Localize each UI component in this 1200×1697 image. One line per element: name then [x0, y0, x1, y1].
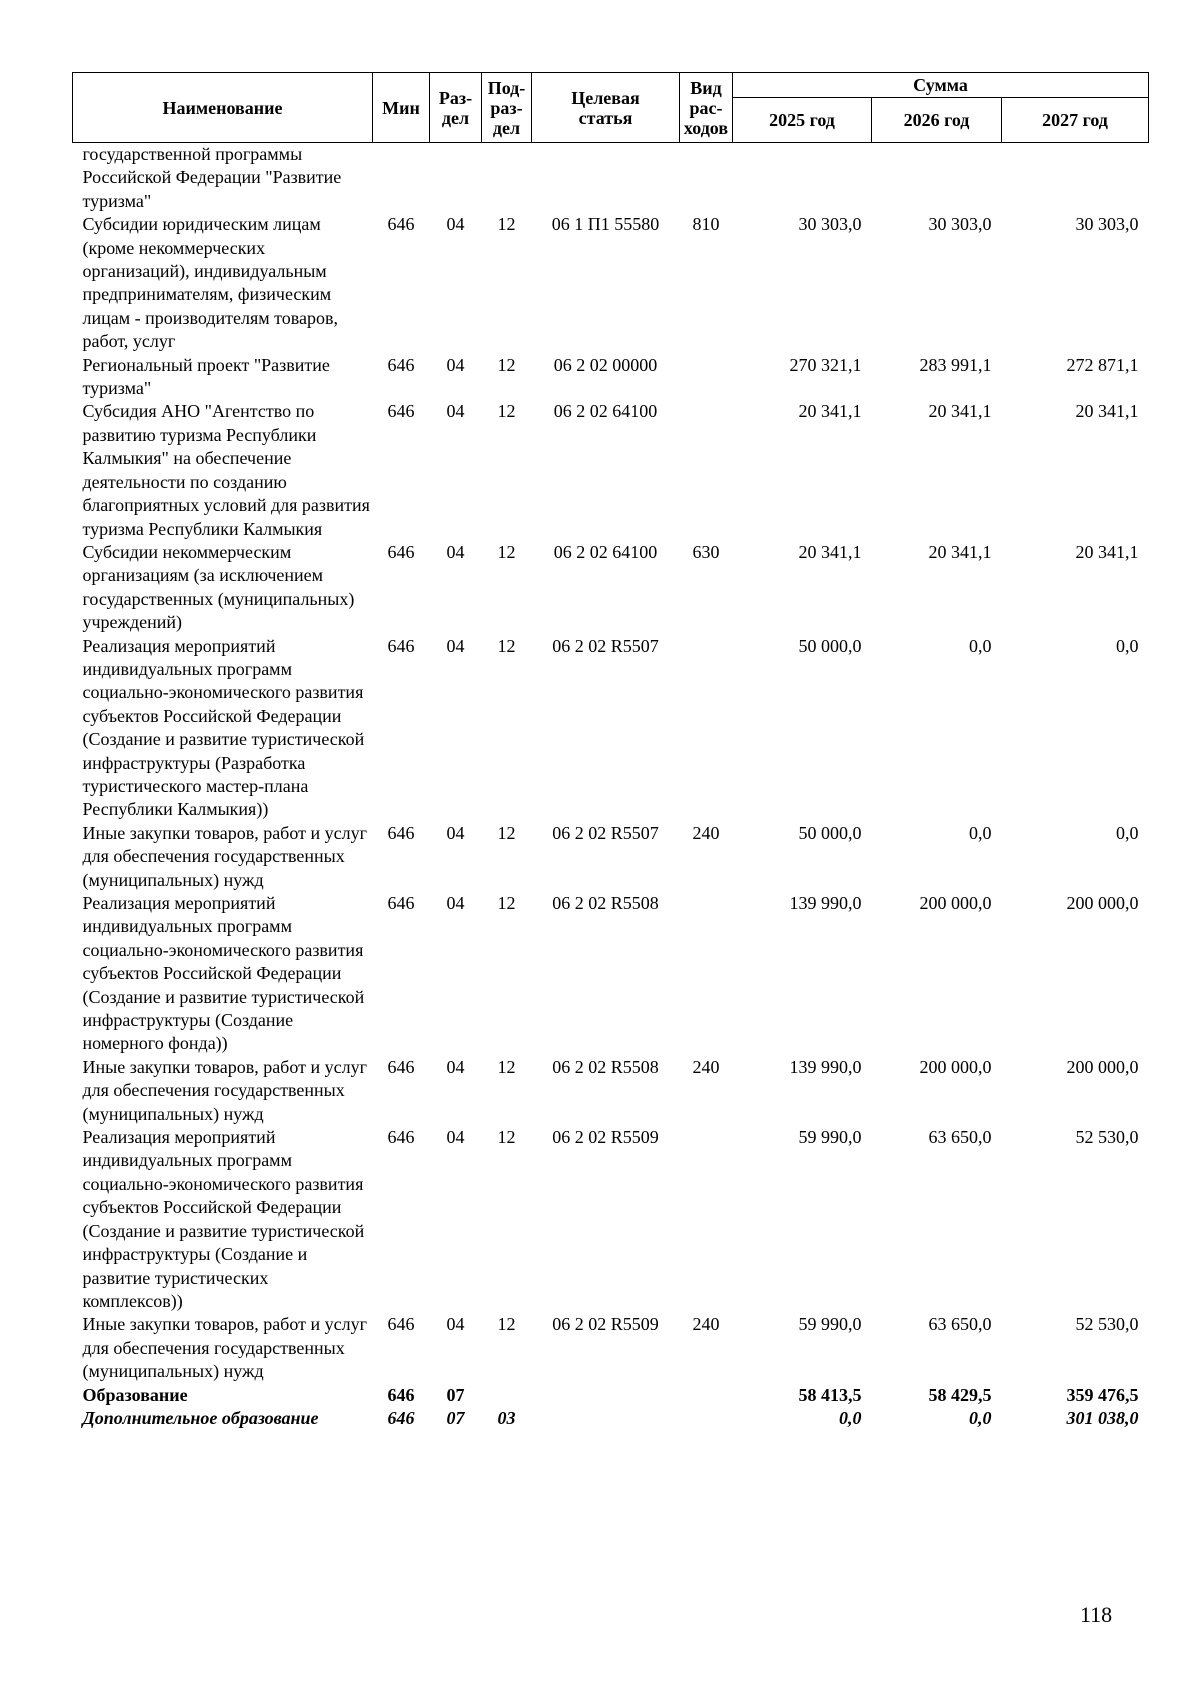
cell-y2025: 20 341,1 [798, 541, 862, 562]
cell-y2025: 139 990,0 [789, 1056, 862, 1077]
table-row [73, 354, 1149, 401]
cell-y2026: 63 650,0 [928, 1314, 992, 1335]
cell-podrazdel: 12 [497, 541, 516, 562]
table-row [73, 1407, 1149, 1430]
table-row [73, 400, 1149, 540]
cell-cs: 06 2 02 R5508 [552, 1056, 659, 1077]
cell-y2027: 20 341,1 [1075, 541, 1139, 562]
header-podrazdel: Под- раз- дел [482, 73, 532, 143]
table-row [73, 1126, 1149, 1313]
cell-podrazdel: 12 [497, 401, 516, 422]
cell-razdel: 07 [446, 1407, 465, 1428]
cell-vid: 810 [692, 214, 720, 235]
cell-y2025: 139 990,0 [789, 893, 862, 913]
cell-vid [680, 1407, 733, 1430]
header-2026: 2026 год [872, 98, 1002, 143]
cell-razdel: 04 [446, 893, 465, 913]
cell-name: Иные закупки товаров, работ и услуг для обеспечения государственных (муниципальных) нужд [82, 1314, 367, 1382]
budget-table [72, 72, 1149, 1430]
cell-name: Субсидии некоммерческим организациям (за исключением государственных (муниципальных) учреждений) [82, 541, 355, 633]
cell-y2025: 50 000,0 [798, 822, 862, 843]
table-row [73, 892, 1149, 1056]
cell-name: Субсидии юридическим лицам (кроме некоммерческих организаций), индивидуальным предпринимателям, физическим лицам - производителям товаров, работ, услуг [82, 214, 339, 352]
cell-y2026: 283 991,1 [919, 354, 992, 375]
table-row [73, 1384, 1149, 1407]
cell-podrazdel: 12 [497, 1127, 516, 1148]
cell-vid: 240 [692, 1056, 720, 1077]
cell-y2025 [733, 143, 872, 214]
cell-cs: 06 2 02 64100 [553, 541, 658, 562]
cell-cs [532, 1407, 680, 1430]
cell-vid [680, 400, 733, 540]
cell-y2025: 58 413,5 [798, 1384, 862, 1405]
cell-min: 646 [387, 893, 415, 913]
cell-y2025: 50 000,0 [798, 635, 862, 656]
cell-y2027: 30 303,0 [1075, 214, 1139, 235]
cell-y2026: 0,0 [969, 822, 992, 843]
cell-razdel: 04 [446, 1314, 465, 1335]
header-vid: Вид рас- ходов [680, 73, 733, 143]
cell-y2025: 20 341,1 [798, 401, 862, 422]
cell-min: 646 [387, 1407, 415, 1428]
cell-y2026 [872, 143, 1002, 214]
cell-name: Реализация мероприятий индивидуальных программ социально-экономического развития субъектов Российской Федерации (Создание и развитие туристической инфраструктуры (Разработка туристического мастер-плана Республики Калмыкия)) [82, 635, 365, 820]
table-row [73, 143, 1149, 214]
cell-podrazdel: 12 [497, 635, 516, 656]
cell-razdel: 04 [446, 541, 465, 562]
cell-vid: 240 [692, 1314, 720, 1335]
cell-razdel: 04 [446, 822, 465, 843]
cell-name: Иные закупки товаров, работ и услуг для обеспечения государственных (муниципальных) нужд [82, 1056, 367, 1124]
cell-podrazdel: 03 [497, 1407, 516, 1428]
cell-min: 646 [387, 541, 415, 562]
header-2027: 2027 год [1002, 98, 1149, 143]
cell-min: 646 [387, 354, 415, 375]
table-body [73, 143, 1149, 1431]
cell-razdel: 04 [446, 635, 465, 656]
cell-cs: 06 1 П1 55580 [551, 214, 660, 235]
header-summa: Сумма [733, 73, 1149, 98]
cell-cs [532, 1384, 680, 1407]
cell-y2027: 52 530,0 [1075, 1314, 1139, 1335]
cell-podrazdel: 12 [497, 1314, 516, 1335]
cell-y2027: 0,0 [1116, 635, 1139, 656]
cell-vid [680, 143, 733, 214]
cell-cs: 06 2 02 R5507 [552, 635, 659, 656]
cell-name: Субсидия АНО "Агентство по развитию туризма Республики Калмыкия" на обеспечение деятельности по созданию благоприятных условий для развития туризма Республики Калмыкия [82, 401, 370, 539]
cell-name: Образование [82, 1384, 188, 1405]
cell-razdel: 07 [446, 1384, 465, 1405]
cell-min: 646 [387, 1127, 415, 1148]
cell-cs: 06 2 02 00000 [553, 354, 658, 375]
cell-y2025: 270 321,1 [789, 354, 862, 375]
cell-name: государственной программы Российской Федерации "Развитие туризма" [82, 144, 342, 211]
cell-min: 646 [387, 635, 415, 656]
cell-y2025: 30 303,0 [798, 214, 862, 235]
cell-y2026: 0,0 [969, 635, 992, 656]
header-2025: 2025 год [733, 98, 872, 143]
cell-y2025: 59 990,0 [798, 1314, 862, 1335]
cell-vid: 630 [692, 541, 720, 562]
cell-y2026: 30 303,0 [928, 214, 992, 235]
cell-podrazdel: 12 [497, 1056, 516, 1077]
cell-cs: 06 2 02 R5507 [552, 822, 659, 843]
cell-name: Дополнительное образование [82, 1407, 319, 1428]
cell-podrazdel [482, 1384, 532, 1407]
cell-min [373, 143, 430, 214]
cell-y2026: 200 000,0 [919, 1056, 992, 1077]
cell-y2026: 58 429,5 [928, 1384, 992, 1405]
cell-cs: 06 2 02 R5508 [552, 893, 659, 913]
cell-name: Реализация мероприятий индивидуальных программ социально-экономического развития субъектов Российской Федерации (Создание и развитие туристической инфраструктуры (Создание номерного фонда)) [82, 893, 365, 1054]
cell-cs [532, 143, 680, 214]
cell-name: Реализация мероприятий индивидуальных программ социально-экономического развития субъектов Российской Федерации (Создание и развитие туристической инфраструктуры (Создание и развитие туристических комплексов)) [82, 1127, 365, 1311]
cell-y2025: 59 990,0 [798, 1127, 862, 1148]
cell-y2027: 359 476,5 [1066, 1384, 1139, 1405]
cell-cs: 06 2 02 R5509 [552, 1314, 659, 1335]
cell-min: 646 [387, 1314, 415, 1335]
cell-podrazdel: 12 [497, 354, 516, 375]
table-row [73, 1056, 1149, 1126]
cell-razdel: 04 [446, 354, 465, 375]
page-number: 118 [1080, 1602, 1113, 1627]
cell-podrazdel: 12 [497, 893, 516, 913]
cell-y2026: 200 000,0 [919, 893, 992, 913]
cell-razdel: 04 [446, 214, 465, 235]
header-celevaya: Целевая статья [532, 73, 680, 143]
cell-razdel: 04 [446, 401, 465, 422]
cell-vid [680, 1126, 733, 1313]
cell-y2025: 0,0 [839, 1407, 862, 1428]
cell-vid [680, 635, 733, 822]
table-row [73, 541, 1149, 635]
table-row [73, 635, 1149, 822]
cell-razdel: 04 [446, 1056, 465, 1077]
table-row [73, 1313, 1149, 1383]
cell-y2027: 200 000,0 [1066, 1056, 1139, 1077]
table-row [73, 213, 1149, 353]
header-min: Мин [373, 73, 430, 143]
cell-y2027: 20 341,1 [1075, 401, 1139, 422]
header-razdel: Раз- дел [430, 73, 482, 143]
cell-name: Региональный проект "Развитие туризма" [82, 354, 330, 399]
cell-y2026: 0,0 [969, 1407, 992, 1428]
table-header [73, 73, 1149, 143]
cell-y2027: 52 530,0 [1075, 1127, 1139, 1148]
cell-razdel [430, 143, 482, 214]
header-name: Наименование [73, 73, 373, 143]
cell-y2027 [1002, 143, 1149, 214]
cell-min: 646 [387, 214, 415, 235]
cell-razdel: 04 [446, 1127, 465, 1148]
table-row [73, 822, 1149, 892]
cell-min: 646 [387, 1384, 415, 1405]
cell-min: 646 [387, 401, 415, 422]
cell-vid [680, 1384, 733, 1407]
cell-y2027: 301 038,0 [1066, 1407, 1139, 1428]
cell-vid: 240 [692, 822, 720, 843]
cell-cs: 06 2 02 R5509 [552, 1127, 659, 1148]
cell-name: Иные закупки товаров, работ и услуг для обеспечения государственных (муниципальных) нужд [82, 822, 367, 890]
cell-y2027: 272 871,1 [1066, 354, 1139, 375]
cell-y2027: 0,0 [1116, 822, 1139, 843]
cell-vid [680, 354, 733, 401]
cell-podrazdel [482, 143, 532, 214]
cell-podrazdel: 12 [497, 214, 516, 235]
cell-podrazdel: 12 [497, 822, 516, 843]
cell-vid [680, 892, 733, 1056]
cell-cs: 06 2 02 64100 [553, 401, 658, 422]
cell-y2027: 200 000,0 [1066, 893, 1139, 913]
cell-y2026: 20 341,1 [928, 401, 992, 422]
cell-y2026: 63 650,0 [928, 1127, 992, 1148]
cell-y2026: 20 341,1 [928, 541, 992, 562]
cell-min: 646 [387, 1056, 415, 1077]
cell-min: 646 [387, 822, 415, 843]
